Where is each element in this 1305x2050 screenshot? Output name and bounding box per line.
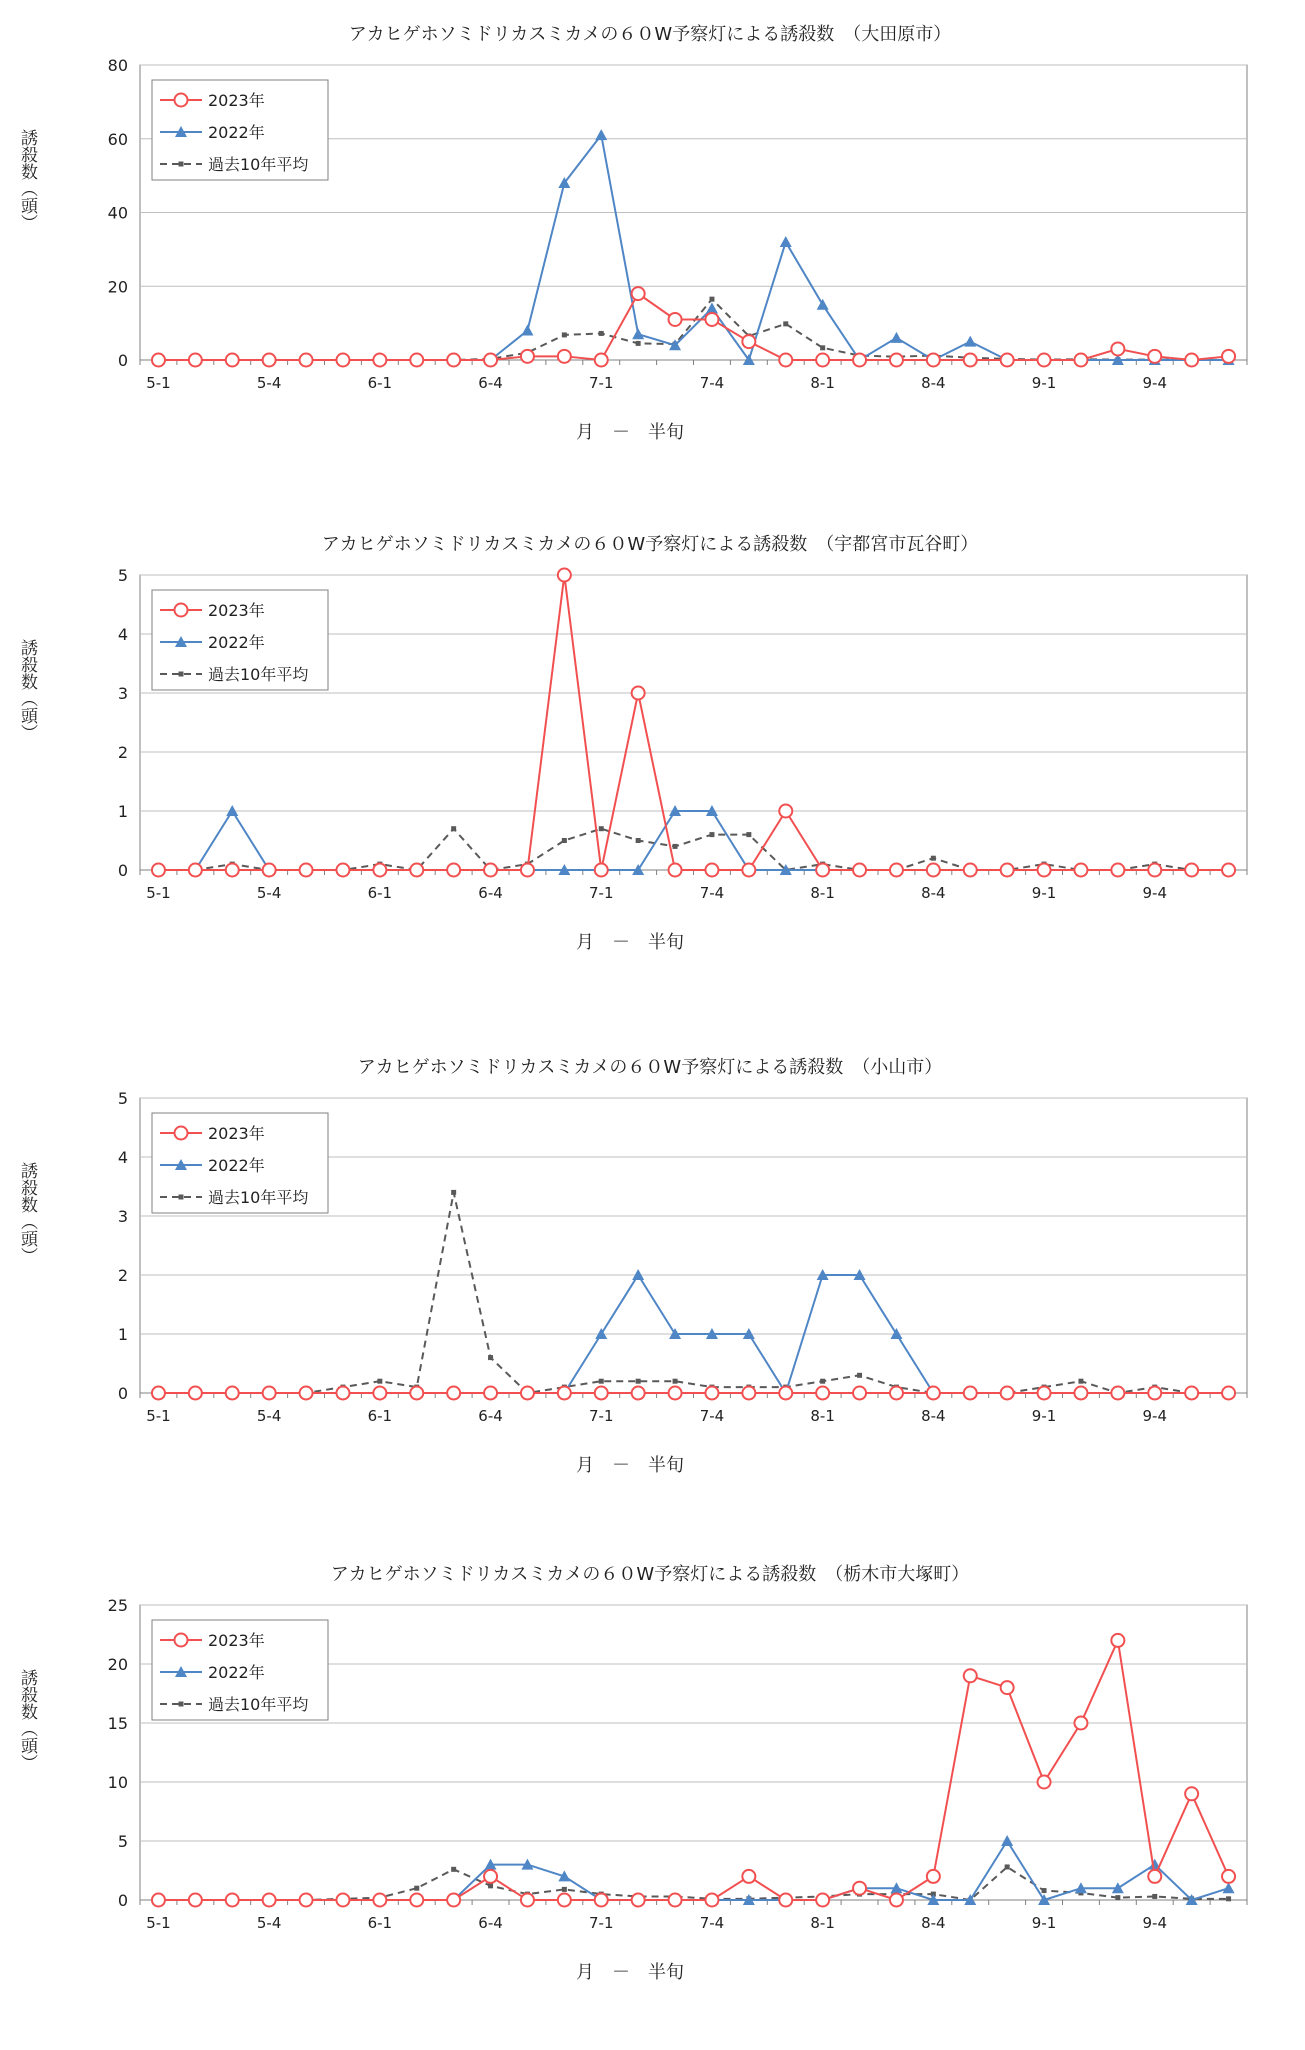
x-tick-label: 6-4 (478, 1914, 503, 1932)
x-tick-label: 5-1 (146, 1407, 171, 1425)
x-tick-label: 8-1 (810, 374, 835, 392)
data-point (636, 341, 641, 346)
data-point (451, 826, 456, 831)
data-point (447, 1894, 460, 1907)
data-point (853, 1387, 866, 1400)
data-point (636, 838, 641, 843)
y-tick-label: 2 (117, 743, 128, 762)
data-point (558, 1387, 571, 1400)
data-point (1222, 864, 1235, 877)
legend-label: 2023年 (208, 1631, 265, 1650)
legend-label: 2022年 (208, 1156, 265, 1175)
data-point (1111, 1634, 1124, 1647)
data-point (1185, 1387, 1198, 1400)
x-tick-label: 7-4 (699, 1407, 725, 1425)
data-point (1038, 1776, 1051, 1789)
data-point (1005, 1864, 1010, 1869)
data-point (377, 1379, 382, 1384)
y-tick-label: 5 (117, 566, 128, 585)
y-tick-label: 60 (107, 129, 128, 149)
x-axis-label: 月 － 半旬 (576, 1455, 684, 1476)
data-point (226, 1387, 239, 1400)
y-tick-label: 20 (107, 277, 128, 297)
legend-marker (179, 672, 184, 677)
x-tick-label: 9-1 (1031, 1914, 1057, 1932)
legend-marker (175, 1127, 188, 1140)
data-point (927, 864, 940, 877)
data-point (484, 354, 497, 367)
chart-3 (0, 1043, 1305, 1543)
data-point (521, 350, 534, 363)
data-point (927, 1387, 940, 1400)
data-point (410, 1894, 423, 1907)
data-point (189, 1387, 202, 1400)
data-point (1111, 864, 1124, 877)
data-point (521, 864, 534, 877)
data-point (816, 1894, 829, 1907)
x-tick-label: 9-1 (1031, 374, 1057, 392)
data-point (669, 1387, 682, 1400)
data-point (1148, 864, 1161, 877)
legend-marker (175, 1634, 188, 1647)
data-point (632, 687, 645, 700)
data-point (779, 354, 792, 367)
data-point (1148, 1870, 1161, 1883)
data-point (1111, 1387, 1124, 1400)
data-point (783, 321, 788, 326)
legend-label: 過去10年平均 (208, 665, 309, 684)
x-tick-label: 9-1 (1031, 884, 1057, 902)
data-point (226, 864, 239, 877)
data-point (1038, 354, 1051, 367)
data-point (1038, 1387, 1051, 1400)
data-point (152, 354, 165, 367)
x-tick-label: 6-4 (478, 374, 503, 392)
x-tick-label: 5-4 (256, 884, 282, 902)
data-point (1226, 1896, 1231, 1901)
x-tick-label: 7-1 (589, 374, 614, 392)
chart-1 (0, 10, 1305, 510)
data-point (1148, 1387, 1161, 1400)
y-tick-label: 5 (117, 1832, 128, 1851)
data-point (373, 1894, 386, 1907)
data-point (853, 1882, 866, 1895)
data-point (410, 864, 423, 877)
data-point (931, 856, 936, 861)
y-tick-label: 4 (117, 1148, 128, 1167)
x-tick-label: 6-4 (478, 1407, 503, 1425)
data-point (488, 1883, 493, 1888)
y-axis-label: 誘殺数（頭） (17, 639, 37, 741)
x-tick-label: 7-1 (589, 884, 614, 902)
data-point (152, 1387, 165, 1400)
y-tick-label: 0 (117, 1891, 128, 1910)
legend-marker (179, 1195, 184, 1200)
x-tick-label: 9-4 (1142, 1407, 1167, 1425)
x-tick-label: 6-1 (367, 884, 393, 902)
data-point (673, 1379, 678, 1384)
data-point (558, 569, 571, 582)
data-point (1115, 1895, 1120, 1900)
data-point (595, 1894, 608, 1907)
data-point (816, 354, 829, 367)
data-point (779, 1894, 792, 1907)
data-point (300, 354, 313, 367)
data-point (1074, 1387, 1087, 1400)
data-point (300, 864, 313, 877)
data-point (595, 354, 608, 367)
data-point (632, 287, 645, 300)
chart-title: アカヒゲホソミドリカスミカメの６０W予察灯による誘殺数 （大田原市） (348, 24, 952, 45)
x-tick-label: 5-4 (256, 1407, 282, 1425)
data-point (853, 864, 866, 877)
x-tick-label: 9-1 (1031, 1407, 1057, 1425)
data-point (1074, 1717, 1087, 1730)
y-tick-label: 25 (107, 1596, 128, 1615)
legend-label: 過去10年平均 (208, 1188, 309, 1207)
data-point (742, 335, 755, 348)
data-point (636, 1379, 641, 1384)
data-point (890, 1894, 903, 1907)
data-point (1185, 864, 1198, 877)
x-tick-label: 7-4 (699, 884, 725, 902)
x-tick-label: 9-4 (1142, 884, 1167, 902)
data-point (447, 1387, 460, 1400)
data-point (300, 1387, 313, 1400)
legend-label: 2022年 (208, 123, 265, 142)
data-point (705, 1387, 718, 1400)
x-axis-label: 月 － 半旬 (576, 422, 684, 443)
x-tick-label: 6-1 (367, 1407, 393, 1425)
data-point (1001, 864, 1014, 877)
data-point (152, 864, 165, 877)
legend-label: 2023年 (208, 601, 265, 620)
data-point (599, 826, 604, 831)
data-point (1042, 1888, 1047, 1893)
y-tick-label: 1 (117, 802, 128, 821)
x-tick-label: 5-4 (256, 374, 282, 392)
x-axis-label: 月 － 半旬 (576, 1962, 684, 1983)
x-tick-label: 6-1 (367, 374, 393, 392)
data-point (447, 864, 460, 877)
data-point (336, 1894, 349, 1907)
data-point (263, 354, 276, 367)
data-point (410, 1387, 423, 1400)
data-point (189, 354, 202, 367)
data-point (705, 1894, 718, 1907)
data-point (742, 1387, 755, 1400)
y-tick-label: 0 (117, 1384, 128, 1403)
y-tick-label: 20 (107, 1655, 128, 1674)
data-point (853, 354, 866, 367)
data-point (669, 1894, 682, 1907)
x-tick-label: 7-4 (699, 374, 725, 392)
y-axis-label: 誘殺数（頭） (17, 1162, 37, 1264)
y-tick-label: 4 (117, 625, 128, 644)
data-point (1111, 342, 1124, 355)
data-point (599, 331, 604, 336)
x-tick-label: 9-4 (1142, 1914, 1167, 1932)
legend-marker (179, 162, 184, 167)
data-point (484, 864, 497, 877)
legend-label: 2023年 (208, 1124, 265, 1143)
x-tick-label: 8-4 (921, 884, 946, 902)
chart-2 (0, 520, 1305, 1020)
data-point (373, 354, 386, 367)
legend-marker (175, 94, 188, 107)
data-point (820, 345, 825, 350)
x-tick-label: 5-1 (146, 374, 171, 392)
chart-title: アカヒゲホソミドリカスミカメの６０W予察灯による誘殺数 （宇都宮市瓦谷町） (321, 534, 979, 555)
data-point (964, 354, 977, 367)
data-point (1222, 1387, 1235, 1400)
data-point (632, 1894, 645, 1907)
y-axis-label: 誘殺数（頭） (17, 1669, 37, 1771)
data-point (263, 1387, 276, 1400)
data-point (263, 1894, 276, 1907)
data-point (373, 864, 386, 877)
data-point (779, 1387, 792, 1400)
data-point (300, 1894, 313, 1907)
data-point (964, 1387, 977, 1400)
data-point (709, 297, 714, 302)
data-point (562, 332, 567, 337)
data-point (705, 864, 718, 877)
chart-4 (0, 1550, 1305, 2050)
data-point (562, 1887, 567, 1892)
x-tick-label: 6-4 (478, 884, 503, 902)
data-point (1185, 354, 1198, 367)
x-tick-label: 7-1 (589, 1914, 614, 1932)
data-point (1078, 1379, 1083, 1384)
data-point (488, 1355, 493, 1360)
x-axis-label: 月 － 半旬 (576, 932, 684, 953)
data-point (890, 354, 903, 367)
legend-label: 2023年 (208, 91, 265, 110)
data-point (1222, 350, 1235, 363)
x-tick-label: 8-1 (810, 884, 835, 902)
data-point (1152, 1894, 1157, 1899)
data-point (226, 354, 239, 367)
y-tick-label: 40 (107, 203, 128, 223)
data-point (1038, 864, 1051, 877)
data-point (336, 864, 349, 877)
data-point (1001, 1681, 1014, 1694)
data-point (1001, 354, 1014, 367)
legend-label: 過去10年平均 (208, 155, 309, 174)
data-point (779, 805, 792, 818)
legend-label: 2022年 (208, 1663, 265, 1682)
data-point (189, 1894, 202, 1907)
data-point (263, 864, 276, 877)
y-tick-label: 2 (117, 1266, 128, 1285)
data-point (890, 864, 903, 877)
y-tick-label: 0 (117, 861, 128, 880)
legend-label: 2022年 (208, 633, 265, 652)
data-point (226, 1894, 239, 1907)
data-point (705, 313, 718, 326)
data-point (742, 864, 755, 877)
y-tick-label: 5 (117, 1089, 128, 1108)
y-tick-label: 15 (107, 1714, 128, 1733)
x-tick-label: 5-4 (256, 1914, 282, 1932)
data-point (1148, 350, 1161, 363)
x-tick-label: 8-4 (921, 1407, 946, 1425)
legend-label: 過去10年平均 (208, 1695, 309, 1714)
data-point (410, 354, 423, 367)
y-tick-label: 3 (117, 1207, 128, 1226)
data-point (414, 1886, 419, 1891)
data-point (189, 864, 202, 877)
data-point (673, 844, 678, 849)
data-point (1222, 1870, 1235, 1883)
data-point (742, 1870, 755, 1883)
data-point (1001, 1387, 1014, 1400)
x-tick-label: 8-4 (921, 374, 946, 392)
y-axis-label: 誘殺数（頭） (17, 129, 37, 231)
data-point (669, 313, 682, 326)
data-point (451, 1190, 456, 1195)
data-point (1185, 1787, 1198, 1800)
data-point (1074, 354, 1087, 367)
x-tick-label: 6-1 (367, 1914, 393, 1932)
data-point (632, 1387, 645, 1400)
data-point (373, 1387, 386, 1400)
chart-title: アカヒゲホソミドリカスミカメの６０W予察灯による誘殺数 （栃木市大塚町） (330, 1564, 970, 1585)
chart-title: アカヒゲホソミドリカスミカメの６０W予察灯による誘殺数 （小山市） (357, 1057, 943, 1078)
data-point (857, 1373, 862, 1378)
legend-marker (179, 1702, 184, 1707)
x-tick-label: 8-1 (810, 1407, 835, 1425)
data-point (816, 1387, 829, 1400)
y-tick-label: 3 (117, 684, 128, 703)
data-point (964, 1669, 977, 1682)
x-tick-label: 5-1 (146, 1914, 171, 1932)
data-point (558, 1894, 571, 1907)
data-point (484, 1387, 497, 1400)
data-point (451, 1867, 456, 1872)
x-tick-label: 8-1 (810, 1914, 835, 1932)
x-tick-label: 8-4 (921, 1914, 946, 1932)
data-point (152, 1894, 165, 1907)
y-tick-label: 10 (107, 1773, 128, 1792)
data-point (521, 1387, 534, 1400)
data-point (484, 1870, 497, 1883)
data-point (669, 864, 682, 877)
data-point (447, 354, 460, 367)
data-point (521, 1894, 534, 1907)
data-point (890, 1387, 903, 1400)
data-point (816, 864, 829, 877)
data-point (820, 1379, 825, 1384)
x-tick-label: 7-1 (589, 1407, 614, 1425)
data-point (599, 1379, 604, 1384)
y-tick-label: 1 (117, 1325, 128, 1344)
x-tick-label: 5-1 (146, 884, 171, 902)
data-point (336, 1387, 349, 1400)
data-point (746, 832, 751, 837)
data-point (562, 838, 567, 843)
x-tick-label: 7-4 (699, 1914, 725, 1932)
y-tick-label: 0 (117, 351, 128, 370)
y-tick-label: 80 (107, 56, 128, 75)
data-point (1074, 864, 1087, 877)
data-point (964, 864, 977, 877)
data-point (709, 832, 714, 837)
data-point (927, 1870, 940, 1883)
legend-marker (175, 604, 188, 617)
x-tick-label: 9-4 (1142, 374, 1167, 392)
data-point (595, 1387, 608, 1400)
data-point (558, 350, 571, 363)
data-point (927, 354, 940, 367)
data-point (336, 354, 349, 367)
data-point (595, 864, 608, 877)
